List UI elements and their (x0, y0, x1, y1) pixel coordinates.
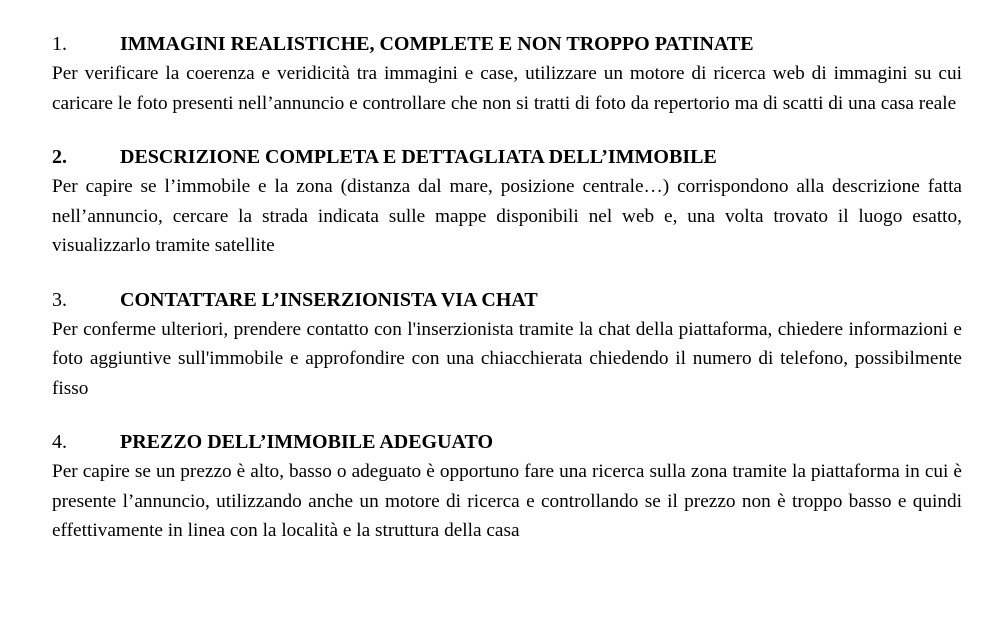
section-heading (52, 143, 962, 172)
section-number: 4. (52, 431, 67, 453)
section-heading (52, 286, 962, 315)
section-4 (52, 428, 962, 546)
section-heading (52, 428, 962, 457)
document-page (52, 30, 962, 571)
section-body: Per verificare la coerenza e veridicità tra immagini e case, utilizzare un motore di ricerca web di immagini su cui caricare le foto presenti nell’annuncio e controllare che non si tratti di foto da repertorio ma di scatti di una casa reale (52, 63, 962, 114)
section-2 (52, 143, 962, 261)
section-title: DESCRIZIONE COMPLETA E DETTAGLIATA DELL’IMMOBILE (120, 146, 717, 168)
section-number: 1. (52, 33, 67, 55)
section-body: Per conferme ulteriori, prendere contatto con l'inserzionista tramite la chat della piattaforma, chiedere informazioni e foto aggiuntive sull'immobile e approfondire con una chiacchierata chiedendo il numero di telefono, possibilmente fisso (52, 318, 962, 399)
section-title: IMMAGINI REALISTICHE, COMPLETE E NON TROPPO PATINATE (120, 33, 754, 55)
section-number: 2. (52, 146, 67, 168)
section-body: Per capire se un prezzo è alto, basso o adeguato è opportuno fare una ricerca sulla zona tramite la piattaforma in cui è presente l’annuncio, utilizzando anche un motore di ricerca e controllando se il prezzo non è troppo basso e quindi effettivamente in linea con la località e la struttura della casa (52, 461, 962, 541)
section-heading (52, 30, 962, 59)
section-title: CONTATTARE L’INSERZIONISTA VIA CHAT (120, 288, 538, 311)
section-3 (52, 286, 962, 404)
section-1 (52, 30, 962, 118)
section-body: Per capire se l’immobile e la zona (distanza dal mare, posizione centrale…) corrispondono alla descrizione fatta nell’annuncio, cercare la strada indicata sulle mappe disponibili nel web e, una volta trovato il luogo esatto, visualizzarlo tramite satellite (52, 176, 962, 256)
section-number: 3. (52, 288, 67, 311)
section-title: PREZZO DELL’IMMOBILE ADEGUATO (120, 431, 494, 453)
